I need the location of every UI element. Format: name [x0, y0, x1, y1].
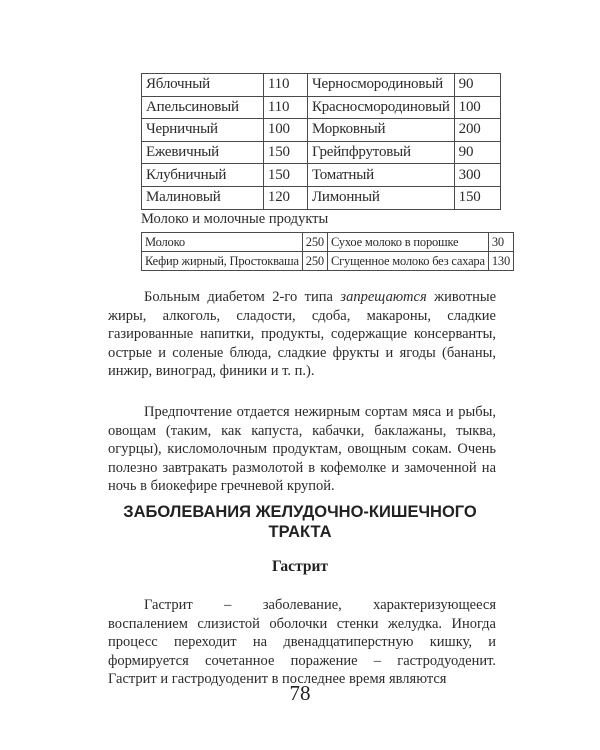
- section-title: [100, 502, 500, 542]
- table-cell: 250: [302, 252, 327, 271]
- table-cell: 110: [263, 74, 307, 97]
- table-cell: Малиновый: [142, 186, 264, 209]
- table-cell: 100: [454, 96, 500, 119]
- gastritis-paragraph: [108, 596, 496, 689]
- table-cell: 250: [302, 233, 327, 252]
- table-row: [142, 233, 514, 252]
- table-cell: 90: [454, 74, 500, 97]
- table-cell: 110: [263, 96, 307, 119]
- milk-table: [141, 232, 514, 271]
- page-number: 78: [289, 681, 311, 705]
- diet-preference-paragraph: [108, 403, 496, 496]
- table-cell: Яблочный: [142, 74, 264, 97]
- table-row: [142, 96, 501, 119]
- subsection-title: Гастрит: [271, 558, 329, 575]
- table-cell: 300: [454, 164, 500, 187]
- table-cell: Грейпфрутовый: [307, 141, 454, 164]
- table-cell: 150: [263, 141, 307, 164]
- table-cell: Черносмородиновый: [307, 74, 454, 97]
- juice-table-body: [142, 74, 501, 210]
- table-row: [142, 164, 501, 187]
- table-cell: Ежевичный: [142, 141, 264, 164]
- table-cell: 120: [263, 186, 307, 209]
- table-cell: 100: [263, 119, 307, 142]
- table-cell: Сухое молоко в порошке: [327, 233, 488, 252]
- diabetes-restrictions-paragraph: [108, 288, 496, 381]
- table-cell: Молоко: [142, 233, 303, 252]
- emphasis-text: запрещаются: [340, 289, 427, 305]
- table-cell: Черничный: [142, 119, 264, 142]
- paragraph-text: Больным диабетом 2-го типа: [144, 289, 341, 305]
- section-title-line-1: ЗАБОЛЕВАНИЯ ЖЕЛУДОЧНО-КИШЕЧНОГО: [123, 503, 477, 521]
- table-row: [142, 74, 501, 97]
- table-row: [142, 252, 514, 271]
- table-cell: Кефир жирный, Простокваша: [142, 252, 303, 271]
- table-cell: Томатный: [307, 164, 454, 187]
- table-cell: 150: [454, 186, 500, 209]
- table-cell: Сгущенное молоко без сахара: [327, 252, 488, 271]
- table-cell: 130: [488, 252, 513, 271]
- table-row: [142, 186, 501, 209]
- table-cell: Морковный: [307, 119, 454, 142]
- paragraph-text: Гастрит – заболевание, характеризующееся воспалением слизистой оболочки стенки желудка. Иногда процесс переходит на двенадцатиперстную кишку, и формируется сочетанное поражение – гастродуоденит. Гастрит и гастродуоденит в последнее время являются: [108, 597, 496, 687]
- table-cell: 30: [488, 233, 513, 252]
- table-cell: Клубничный: [142, 164, 264, 187]
- paragraph-text: Предпочтение отдается нежирным сортам мяса и рыбы, овощам (таким, как капуста, кабачки, баклажаны, тыква, огурцы), кисломолочным продуктам, овощным сокам. Очень полезно завтракать размолотой в кофемолке и замоченной на ночь в биокефире гречневой крупой.: [108, 404, 496, 494]
- section-title-line-2: ТРАКТА: [268, 523, 332, 541]
- juice-table: [141, 73, 501, 210]
- table-cell: 200: [454, 119, 500, 142]
- table-cell: Лимонный: [307, 186, 454, 209]
- paragraph-text: животные жиры, алкоголь, сладости, сдоба, макароны, сладкие газированные напитки, продукты, содержащие консерванты, острые и соленые блюда, сладкие фрукты и ягоды (бананы, инжир, виноград, финики и т. п.).: [108, 289, 497, 379]
- table-cell: 90: [454, 141, 500, 164]
- milk-products-heading: Молоко и молочные продукты: [141, 211, 329, 227]
- table-cell: Красносмородиновый: [307, 96, 454, 119]
- table-row: [142, 119, 501, 142]
- table-row: [142, 141, 501, 164]
- table-cell: Апельсиновый: [142, 96, 264, 119]
- table-cell: 150: [263, 164, 307, 187]
- milk-table-body: [142, 233, 514, 271]
